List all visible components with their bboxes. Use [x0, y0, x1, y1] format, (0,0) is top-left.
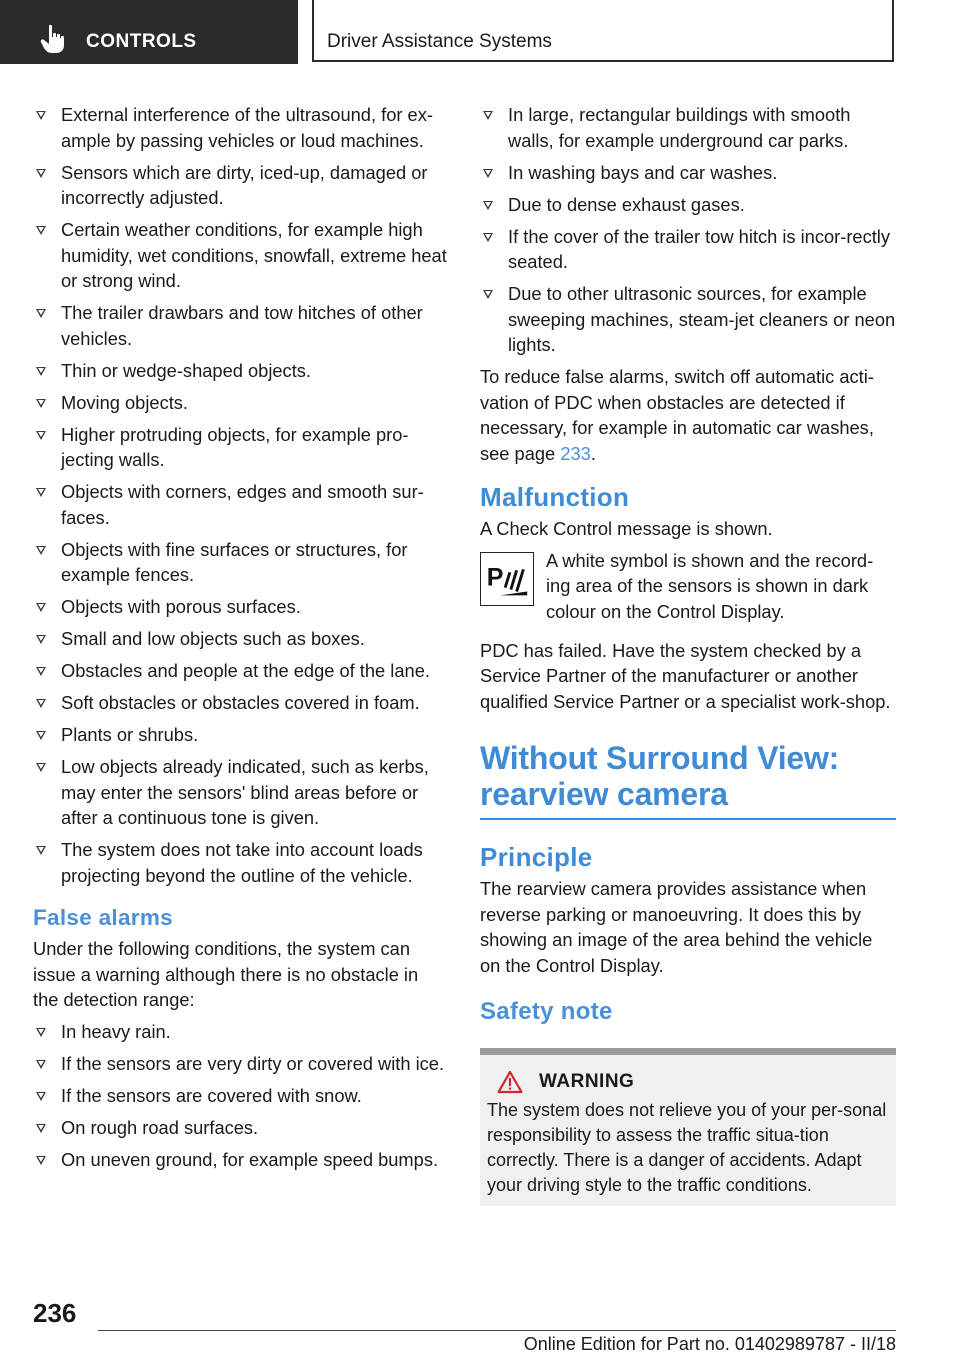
list-item — [33, 837, 448, 888]
bullet-triangle-icon — [36, 1060, 46, 1069]
list-item — [480, 192, 896, 218]
malfunction-heading: Malfunction — [480, 482, 630, 512]
interference-list — [33, 102, 448, 888]
bullet-triangle-icon — [36, 488, 46, 497]
bullet-triangle-icon — [36, 309, 46, 318]
list-item-text: Sensors which are dirty, iced-up, damaged or incorrectly adjusted. — [61, 161, 428, 208]
list-item-text: Certain weather conditions, for example high humidity, wet conditions, snowfall, extreme heat or strong wind. — [61, 219, 447, 291]
list-item — [33, 217, 448, 294]
list-item — [33, 160, 448, 211]
bullet-triangle-icon — [36, 1028, 46, 1037]
list-item-text: Soft obstacles or obstacles covered in foam. — [61, 692, 420, 713]
footer-divider — [98, 1330, 896, 1331]
bullet-triangle-icon — [36, 399, 46, 408]
safety-note-heading: Safety note — [480, 998, 613, 1025]
false-alarms-list — [33, 1019, 448, 1173]
list-item-text: External interference of the ultrasound, for ex‐ample by passing vehicles or loud machines. — [61, 104, 433, 151]
bullet-triangle-icon — [36, 1156, 46, 1165]
list-item-text: Obstacles and people at the edge of the lane. — [61, 660, 430, 681]
principle-heading: Principle — [480, 842, 593, 872]
list-item-text: Higher protruding objects, for example pro‐jecting walls. — [61, 423, 409, 470]
list-item — [33, 594, 448, 620]
list-item-text: If the sensors are very dirty or covered with ice. — [61, 1052, 445, 1074]
list-item — [33, 754, 448, 831]
list-item — [33, 300, 448, 351]
chapter-tab — [312, 0, 894, 62]
list-item — [480, 102, 896, 153]
warning-text: The system does not relieve you of your per‐sonal responsibility to assess the traffic situa‐tion correctly. There is a danger of accidents. Adapt your driving style to the traffic conditions. — [487, 1100, 887, 1195]
section-label: CONTROLS — [86, 31, 197, 52]
pdc-symbol — [480, 552, 534, 606]
list-item — [480, 281, 896, 358]
bullet-triangle-icon — [36, 699, 46, 708]
malfunction-intro: A Check Control message is shown. — [480, 518, 773, 539]
list-item — [33, 537, 448, 588]
bullet-triangle-icon — [483, 290, 493, 299]
bullet-triangle-icon — [36, 169, 46, 178]
bullet-triangle-icon — [483, 233, 493, 242]
list-item — [33, 479, 448, 530]
bullet-triangle-icon — [36, 546, 46, 555]
symbol-text: A white symbol is shown and the record‐ing area of the sensors is shown in dark colour on the Control Display. — [546, 549, 874, 622]
list-item-text: The system does not take into account loads projecting beyond the outline of the vehicle. — [61, 839, 423, 886]
list-item-text: In washing bays and car washes. — [508, 161, 778, 183]
bullet-triangle-icon — [483, 201, 493, 210]
warning-triangle-icon — [497, 1070, 523, 1094]
list-item-text: On uneven ground, for example speed bumps. — [61, 1148, 439, 1170]
bullet-triangle-icon — [36, 1092, 46, 1101]
list-item-text: Due to dense exhaust gases. — [508, 193, 745, 215]
edition-text: Online Edition for Part no. 01402989787 - II/18 — [523, 1334, 896, 1354]
bullet-triangle-icon — [36, 731, 46, 740]
list-item — [33, 390, 448, 416]
bullet-triangle-icon — [36, 603, 46, 612]
bullet-triangle-icon — [36, 667, 46, 676]
symbol-description — [480, 548, 896, 628]
chapter-title: Driver Assistance Systems — [327, 31, 552, 52]
bullet-triangle-icon — [36, 635, 46, 644]
bullet-triangle-icon — [36, 846, 46, 855]
list-item-text: Thin or wedge-shaped objects. — [61, 359, 311, 381]
reduce-false-alarms-text: To reduce false alarms, switch off automatic acti‐vation of PDC when obstacles are detected if necessary, for example in automatic car washes, see page 233. — [480, 366, 874, 464]
failed-text: PDC has failed. Have the system checked by a Service Partner of the manufacturer or another qualified Service Partner or a specialist work‐shop. — [480, 639, 891, 712]
main-heading: Without Surround View: rearview camera — [480, 740, 896, 820]
page-number: 236 — [33, 1298, 77, 1328]
list-item — [33, 102, 448, 153]
list-item-text: Due to other ultrasonic sources, for example sweeping machines, steam-jet cleaners or neon lights. — [508, 283, 896, 355]
list-item-text: Moving objects. — [61, 391, 189, 413]
list-item-text: Objects with corners, edges and smooth sur‐faces. — [61, 481, 424, 528]
list-item-text: Low objects already indicated, such as kerbs, may enter the sensors' blind areas before or after a continuous tone is given. — [61, 756, 429, 828]
list-item-text: On rough road surfaces. — [61, 1116, 259, 1138]
list-item-text: In large, rectangular buildings with smooth walls, for example underground car parks. — [508, 104, 851, 151]
warning-label: WARNING — [539, 1071, 635, 1092]
list-item-text: Objects with fine surfaces or structures, for example fences. — [61, 538, 408, 585]
false-alarms-heading: False alarms — [33, 905, 173, 930]
hand-pointer-icon — [40, 24, 66, 54]
list-item — [480, 224, 896, 275]
list-item — [33, 1115, 448, 1141]
list-item — [33, 422, 448, 473]
list-item — [33, 1051, 448, 1077]
list-item — [33, 1083, 448, 1109]
list-item-text: Objects with porous surfaces. — [61, 596, 301, 617]
list-item-text: Small and low objects such as boxes. — [61, 628, 365, 649]
page-link[interactable]: 233 — [560, 442, 591, 464]
bullet-triangle-icon — [483, 169, 493, 178]
list-item-text: If the cover of the trailer tow hitch is incor‐rectly seated. — [508, 225, 891, 272]
list-item-text: If the sensors are covered with snow. — [61, 1084, 362, 1106]
list-item — [33, 626, 448, 652]
pdc-sensor-icon — [481, 553, 533, 605]
list-item — [33, 1019, 448, 1045]
bullet-triangle-icon — [36, 226, 46, 235]
bullet-triangle-icon — [36, 763, 46, 772]
list-item — [480, 160, 896, 186]
list-item — [33, 358, 448, 384]
svg-text:P: P — [486, 563, 504, 592]
list-item-text: Plants or shrubs. — [61, 724, 199, 745]
page-header — [0, 0, 960, 66]
false-alarms-intro: Under the following conditions, the system can issue a warning although there is no obstacle in the detection range: — [33, 938, 419, 1010]
list-item — [33, 1147, 448, 1173]
bullet-triangle-icon — [36, 367, 46, 376]
list-item — [33, 690, 448, 716]
left-column — [33, 102, 448, 1179]
bullet-triangle-icon — [36, 111, 46, 120]
bullet-triangle-icon — [36, 431, 46, 440]
bullet-triangle-icon — [36, 1124, 46, 1133]
false-alarms-list-continued — [480, 102, 896, 358]
list-item — [33, 658, 448, 684]
list-item-text: In heavy rain. — [61, 1020, 171, 1042]
right-column — [480, 102, 896, 1206]
principle-text: The rearview camera provides assistance when reverse parking or manoeuvring. It does this by showing an image of the area behind the vehicle on the Control Display. — [480, 878, 873, 976]
warning-box — [480, 1048, 896, 1206]
list-item-text: The trailer drawbars and tow hitches of other vehicles. — [61, 302, 423, 349]
list-item — [33, 722, 448, 748]
section-tab — [0, 0, 298, 64]
bullet-triangle-icon — [483, 111, 493, 120]
warning-header — [487, 1069, 889, 1094]
